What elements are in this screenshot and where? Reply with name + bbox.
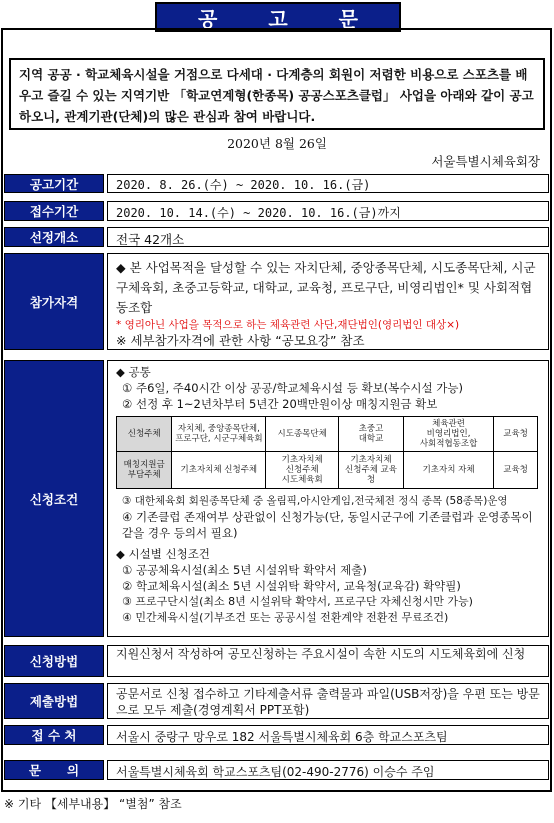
- condition-2: ② 선정 후 1~2년차부터 5년간 20백만원이상 매칭지원금 확보: [122, 397, 438, 411]
- value-selection-count: 전국 42개소: [107, 227, 549, 247]
- notice-box: [9, 58, 545, 130]
- value-eligibility: [107, 253, 549, 350]
- eligibility-reference: ※ 세부참가자격에 관한 사항 “공모요강” 참조: [116, 333, 365, 348]
- eligibility-note: * 영리아닌 사업을 목적으로 하는 체육관련 사단,재단법인(영리법인 대상×): [116, 319, 460, 331]
- notice-date: 2020년 8월 26일: [227, 136, 327, 151]
- page-title: 공 고 문: [155, 2, 401, 32]
- facility-4: ④ 민간체육시설(기부조건 또는 공공시설 전환계약 전환전 무료조건): [122, 611, 449, 624]
- facility-2: ② 학교체육시설(최소 5년 시설위탁 확약서, 교육청(교육감) 확약필): [122, 579, 461, 593]
- table-cell: 기초자치체 신청주체 교육청: [339, 452, 404, 489]
- label-notice-period: 공고기간: [4, 174, 104, 193]
- condition-3: ③ 대한체육회 회원종목단체 중 올림픽,아시안게임,전국체전 정식 종목 (58종목)운영: [122, 495, 508, 507]
- label-application-method: 신청방법: [4, 645, 104, 677]
- label-receipt-office: 접 수 처: [4, 725, 104, 745]
- common-heading: ◆ 공통: [116, 365, 151, 379]
- table-cell: 교육청: [494, 452, 538, 489]
- value-receipt-office: 서울시 중랑구 망우로 182 서울특별시체육회 6층 학교스포츠팀: [107, 725, 549, 745]
- condition-4: ④ 기존클럽 존재여부 상관없이 신청가능(단, 동일시군구에 기존클럽과 운영종목이 같을 경우 등의서 필요): [122, 510, 533, 540]
- value-submission-method: 공문서로 신청 접수하고 기타제출서류 출력물과 파일(USB저장)을 우편 또는 방문으로 모두 제출(경영계획서 PPT포함): [107, 683, 549, 719]
- matching-table: [116, 416, 538, 489]
- table-cell: 기초자치체 신청주체: [172, 452, 266, 489]
- value-inquiry: 서울특별시체육회 학교스포츠팀(02-490-2776) 이승수 주임: [107, 760, 549, 780]
- table-header-cell: 체육관련 비영리법인, 사회적협동조합: [404, 417, 494, 452]
- matching-table-header: [117, 417, 538, 452]
- facility-1: ① 공공체육시설(최소 5년 시설위탁 확약서 제출): [122, 563, 367, 577]
- value-notice-period: 2020. 8. 26.(수) ~ 2020. 10. 16.(금): [107, 174, 549, 193]
- table-cell: 매칭지원금 부담주체: [117, 452, 172, 489]
- value-application-method: 지원신청서 작성하여 공모신청하는 주요시설이 속한 시도의 시도체육회에 신청: [107, 645, 549, 677]
- footer-note: ※ 기타 【세부내용】 “별첨” 참조: [4, 797, 182, 811]
- notice-text: 지역 공공 · 학교체육시설을 거점으로 다세대 · 다계층의 회원이 저렴한 비용으로 스포츠를 배우고 즐길 수 있는 지역기반 「학교연계형(한종목) 공공스포츠클럽」 사업을 아래와 같이 공고하오니, 관계기관(단체)의 많은 관심과 참여 바랍니다.: [19, 67, 534, 124]
- table-cell: 기초자치 자체: [404, 452, 494, 489]
- label-eligibility: 참가자격: [4, 253, 104, 350]
- table-header-cell: 교육청: [494, 417, 538, 452]
- facility-heading: ◆ 시설별 신청조건: [116, 547, 210, 561]
- label-conditions: 신청조건: [4, 360, 104, 637]
- issuer-name: 서울특별시체육회장: [431, 154, 540, 169]
- table-header-cell: 시도종목단체: [266, 417, 339, 452]
- facility-3: ③ 프로구단시설(최소 8년 시설위탁 확약서, 프로구단 자체신청시만 가능): [122, 595, 473, 608]
- label-selection-count: 선정개소: [4, 227, 104, 247]
- table-header-cell: 신청주체: [117, 417, 172, 452]
- table-header-cell: 자치체, 중앙종목단체, 프로구단, 시군구체육회: [172, 417, 266, 452]
- condition-1: ① 주6일, 주40시간 이상 공공/학교체육시설 등 확보(복수시설 가능): [122, 381, 463, 395]
- table-header-cell: 초중고 대학교: [339, 417, 404, 452]
- value-receipt-period: 2020. 10. 14.(수) ~ 2020. 10. 16.(금)까지: [107, 201, 549, 221]
- label-receipt-period: 접수기간: [4, 201, 104, 221]
- label-inquiry: 문 의: [4, 760, 104, 780]
- table-cell: 기초자치체 신청주체 시도체육회: [266, 452, 339, 489]
- value-conditions: [107, 360, 549, 637]
- matching-table-row: [117, 452, 538, 489]
- eligibility-main: ◆ 본 사업목적을 달성할 수 있는 자치단체, 중앙종목단체, 시도종목단체, 시군구체육회, 초중고등학교, 대학교, 교육청, 프로구단, 비영리법인* 및 사회적협동조합: [116, 260, 536, 315]
- label-submission-method: 제출방법: [4, 683, 104, 719]
